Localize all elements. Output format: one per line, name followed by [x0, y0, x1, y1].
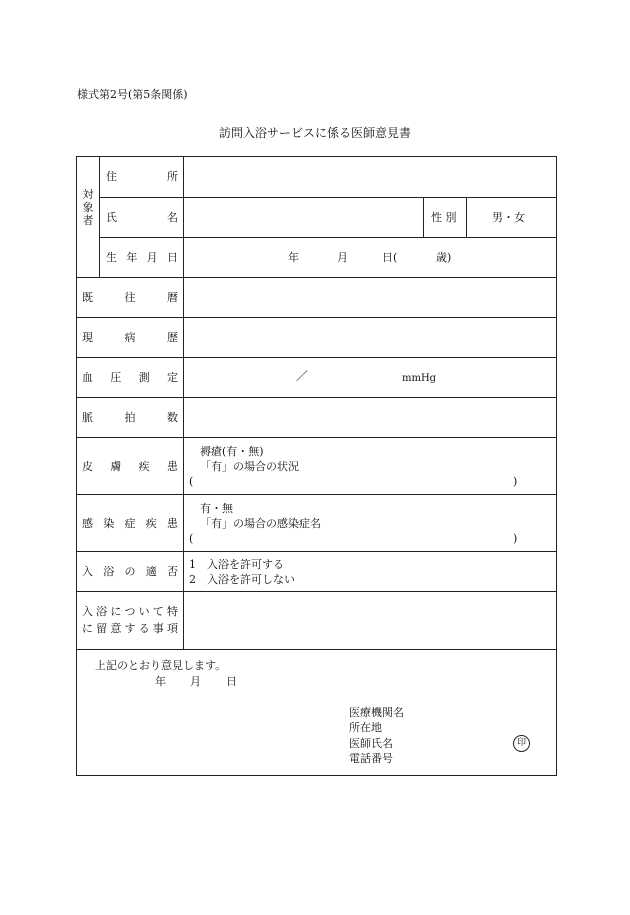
infection-open-paren: ( — [189, 532, 194, 545]
bath-option-permit[interactable]: 1 入浴を許可する — [189, 558, 284, 571]
past-history-label: 既 往 暦 — [82, 291, 178, 304]
phone-label: 電話番号 — [349, 752, 393, 765]
birthdate-label: 生 年 月 日 — [106, 251, 178, 264]
pulse-label: 脈 拍 数 — [82, 411, 178, 424]
address-label: 住 所 — [106, 170, 178, 183]
infection-presence: 有・無 — [200, 502, 233, 515]
infection-close-paren: ) — [513, 532, 518, 545]
blood-pressure-slash: ／ — [296, 369, 309, 383]
location-label: 所在地 — [349, 721, 382, 734]
infection-name-caption: 「有」の場合の感染症名 — [200, 517, 321, 530]
birth-day: 日( — [382, 251, 398, 264]
statement-month: 月 — [190, 675, 201, 688]
pulse-field[interactable] — [184, 398, 556, 437]
skin-condition-caption: 「有」の場合の状況 — [200, 460, 299, 473]
skin-close-paren: ) — [513, 475, 518, 488]
document-title: 訪問入浴サービスに係る医師意見書 — [218, 126, 411, 140]
gender-options[interactable]: 男・女 — [492, 211, 525, 224]
bath-notes-label-line1: 入 浴 に つ い て 特 — [82, 605, 178, 618]
infection-label: 感 染 症 疾 患 — [82, 517, 178, 530]
present-illness-field[interactable] — [184, 318, 556, 357]
birth-month: 月 — [337, 251, 348, 264]
institution-label: 医療機関名 — [349, 706, 404, 719]
statement-text: 上記のとおり意見します。 — [95, 659, 227, 672]
name-field[interactable] — [184, 198, 423, 237]
bath-suitability-label: 入 浴 の 適 否 — [82, 565, 178, 578]
bath-option-deny[interactable]: 2 入浴を許可しない — [189, 573, 295, 586]
subject-group-label: 対 象 者 — [82, 188, 94, 227]
statement-day: 日 — [226, 675, 237, 688]
past-history-field[interactable] — [184, 278, 556, 317]
doctor-name-label: 医師氏名 — [349, 737, 393, 750]
skin-pressure-ulcer: 褥瘡(有・無) — [200, 445, 264, 458]
present-illness-label: 現 病 歴 — [82, 331, 178, 344]
skin-disease-label: 皮 膚 疾 患 — [82, 460, 178, 473]
form-number: 様式第2号(第5条関係) — [77, 88, 188, 101]
blood-pressure-unit: mmHg — [402, 373, 437, 384]
bath-notes-field[interactable] — [184, 592, 556, 649]
birth-year: 年 — [288, 251, 299, 264]
blood-pressure-label: 血 圧 測 定 — [82, 371, 178, 384]
name-label: 氏 名 — [106, 211, 178, 224]
birth-age: 歳) — [436, 251, 452, 264]
statement-year: 年 — [155, 675, 166, 688]
skin-open-paren: ( — [189, 475, 194, 488]
address-field[interactable] — [184, 157, 556, 197]
bath-notes-label-line2: に 留 意 す る 事 項 — [82, 622, 178, 635]
gender-label: 性 別 — [431, 211, 457, 224]
seal-icon: 印 — [513, 735, 530, 752]
